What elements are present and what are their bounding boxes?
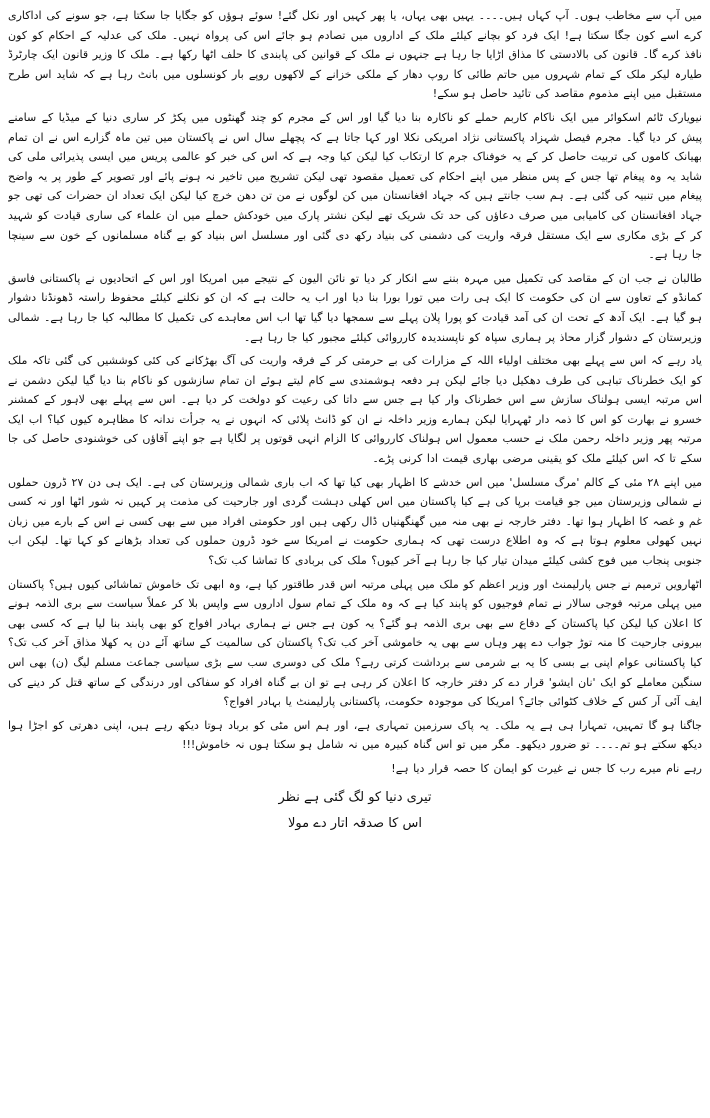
article-closing-line: رہے نام میرے رب کا جس نے غیرت کو ایمان کا حصہ قرار دیا ہے! <box>391 761 702 775</box>
article-page <box>8 6 702 1112</box>
article-paragraph-2: نیویارک ٹائم اسکوائر میں ایک ناکام کاربم حملے کو ناکارہ بنا دیا گیا اور اس کے مجرم کو چند گھنٹوں میں پکڑ کر ساری دنیا کے میڈیا کے سامنے پیش کر دیا گیا۔ مجرم فیصل شہزاد پاکستانی نژاد امریکی نکلا اور کہا جاتا ہے کہ پچھلے سال اس نے پاکستان میں تین ماہ گزارے اس نے ان تمام بھیانک کاموں کی تربیت حاصل کر کے یہ خوفناک جرم کا ارتکاب کیا لیکن کیا وجہ ہے کہ اس کی خبر کو عالمی پریس میں ایسی پذیرائی ملی کی شاید یہ وہ پیغام تھا جس کے پس منظر میں اپنے احکام کی تعمیل مقصود تھی لیکن تشریح میں تاخیر نہ ہونے پائے اور تصویر کے طور پر یہ واضح پیغام میں تنبیہ کی گئی ہے۔ ہم سب جانتے ہیں کہ جہاد افغانستان میں کن لوگوں نے من تن دھن خرچ کیا لیکن ایک تعداد ان حضرات کی تھی جو جہاد افغانستان کی کامیابی میں صرف دعاؤں کی حد تک شریک تھے لیکن نشتر پارک میں خودکش حملے میں ان علماء کی ساری قیادت کو شہید کر کے بڑی مکاری سے ایک مستقل فرقہ واریت کی دشمنی کی بنیاد رکھ دی گئی اور مسلسل اس بنیاد کو بے گناہ مسلمانوں کے خون سے سینچا جا رہا ہے۔ <box>8 110 702 262</box>
article-paragraph-3: طالبان نے جب ان کے مقاصد کی تکمیل میں مہرہ بننے سے انکار کر دیا تو نائن الیون کے نتیجے میں امریکا اور اس کے اتحادیوں نے پاکستانی فاسق کمانڈو کے تعاون سے ان کی حکومت کا ایک ہی رات میں تورا بورا بنا دیا اور اب یہ حالت ہے کہ ان کو نکلنے کیلئے محفوظ راستہ ڈھونڈنا دشوار ہو گیا ہے۔ ایک آدھ کے تحت ان کی آمد قیادت کو پورا پلان پہلے سے سمجھا دیا گیا تھا اب اس معاہدے کی تکمیل کا مطالبہ کیا جا رہا ہے۔ شمالی وزیرستان کے دشوار گزار محاذ پر ہماری سپاہ کو ناپسندیدہ کارروائی کیلئے مجبور کیا جا رہا ہے۔ <box>8 271 702 344</box>
article-paragraph-7: جاگنا ہو گا تمہیں، تمہارا ہی ہے یہ ملک۔ یہ پاک سرزمین تمہاری ہے، اور ہم اس مٹی کو برباد ہوتا دیکھ رہے ہیں، اپنی دھرتی کو اجڑا ہوا دیکھ سکتے ہو تم۔۔۔۔ تو ضرور دیکھو۔ مگر میں تو اس گناہ کبیرہ میں نہ شامل ہو سکتا ہوں نہ خاموش!!! <box>8 718 702 752</box>
verse-line-2: اس کا صدقہ اتار دے مولا <box>288 815 422 831</box>
article-paragraph-6: اٹھارویں ترمیم نے جس پارلیمنٹ اور وزیر اعظم کو ملک میں پہلی مرتبہ اس قدر طاقتور کیا ہے، وہ ابھی تک خاموش تماشائی کیوں ہیں؟ پاکستان میں پہلی مرتبہ فوجی سالار نے تمام فوجیوں کو پابند کیا ہے کہ وہ ملک کے تمام سول اداروں سے واپس بلا کر عملاً سیاست سے بری الذمہ ہونے کا اعلان کیا لیکن کیا پاکستان کے دفاع سے بھی بری الذمہ ہو گئے؟ یہ کون ہے جس نے ہماری بہادر افواج کو بھی پابند بنا لیا ہے کہ کسی بھی بیرونی جارحیت کا منہ توڑ جواب دے پھر وہاں سے بھی یہ خاموشی آخر کب تک؟ پاکستان کی سالمیت کے ساتھ آئے دن یہ کھلا مذاق آخر کب تک؟ کیا پاکستانی عوام اپنی بے بسی کا یہ بے شرمی سے برداشت کرتی رہے؟ ملک کی دوسری سب سے بڑی سیاسی جماعت مسلم لیگ (ن) بھی اس سنگین معاملے کو ایک 'نان ایشو' قرار دے کر دفتر خارجہ کا اعلان کر رہی ہے تو ان بے گناہ افراد کو سفاکی اور درندگی کے ساتھ قتل کر دینے کی ایف آئی آر کس کے خلاف کٹوائی جائے؟ امریکا کی موجودہ حکومت، پاکستانی پارلیمنٹ یا بہادر افواج؟ <box>8 577 702 709</box>
article-paragraph-5: میں اپنے ۲۸ مئی کے کالم 'مرگ مسلسل' میں اس خدشے کا اظہار بھی کیا تھا کہ اب باری شمالی وزیرستان کی ہے۔ ایک ہی دن ۲۷ ڈرون حملوں نے شمالی وزیرستان میں جو قیامت برپا کی ہے کیا پاکستان میں اس کھلی دہشت گردی اور جارحیت کی مذمت پر کہیں نہ شور اٹھا اور نہ کسی غم و غصہ کا اظہار ہوا تھا۔ دفتر خارجہ نے بھی منہ میں گھنگھنیاں ڈال رکھی ہیں اور حکومتی افراد میں سے بھی کسی نے اس کے بارے میں زبان نہیں کھولی معلوم ہوتا ہے کہ وہ اطلاع درست تھی کہ ہماری حکومت نے امریکا سے خود ڈرون حملوں کی تعداد بڑھانے کو کہا تھا۔ لیکن اب جنوبی پنجاب میں فوج کشی کیلئے میدان تیار کیا جا رہا ہے آخر کیوں؟ ملک کی بربادی کا تماشا کب تک؟ <box>8 475 702 568</box>
article-paragraph-1: میں آپ سے مخاطب ہوں۔ آپ کہاں ہیں۔۔۔۔ یہیں بھی یہاں، یا پھر کہیں اور نکل گئے! سوئے ہوؤں کو جگایا جا سکتا ہے، جو سونے کی اداکاری کرے اسے کون جگا سکتا ہے! ایک فرد کو بچانے کیلئے ملک کے اداروں میں تصادم ہو جائے اس کی پرواہ نہیں۔ ملک کی عدلیہ کے احکام کو کون نافذ کرے گا۔ قانون کی بالادستی کا مذاق اڑایا جا رہا ہے جنہوں نے ملک کے قوانین کی پابندی کا حلف اٹھا رکھا ہے۔ ملک کا وزیر قانون ایک چارٹرڈ طیارہ لیکر ملک کے تمام شہروں میں حاتم طائی کا روپ دھار کے ملکی خزانے کے لاکھوں روپے بار کونسلوں میں بانٹ رہا ہے کہ شاید اس طرح مستقبل میں اپنے مذموم مقاصد کی تائید حاصل ہو سکے! <box>8 9 702 101</box>
closing-verse <box>8 785 702 837</box>
article-paragraph-4: یاد رہے کہ اس سے پہلے بھی مختلف اولیاء اللہ کے مزارات کی بے حرمتی کر کے فرقہ واریت کی آگ بھڑکانے کی کئی کوششیں کی گئی تاکہ ملک کو ایک خطرناک تباہی کی طرف دھکیل دیا جائے لیکن ہر دفعہ ہوشمندی سے کام لیتے ہوئے ان تمام سازشوں کو ناکام بنا دیا گیا لیکن دشمن نے اس مرتبہ ایسی ہولناک سازش سے اس خطرناک وار کیا ہے جس سے داتا کی رعیت کو دولخت کر دیا ہے۔ اس سے پہلے بھی لاہور کے کمشنر خسرو نے بھارت کو اس کا ذمہ دار ٹھہرایا لیکن ہمارے وزیر داخلہ نے ان کو ڈانٹ پلائی کہ انہوں نے یہ جرأت ندانہ کا مظاہرہ کیوں کیا؟ اب ایک مرتبہ پھر وزیر داخلہ رحمن ملک نے حسب معمول اس ہولناک کارروائی کا الزام انہی قوتوں پر لگایا ہے جو اپنے آقاؤں کی خوشنودی حاصل کی جا سکے تا کہ اس کیلئے ملک کو یقینی مرضی بھاری قیمت ادا کرنی پڑے۔ <box>8 354 702 466</box>
verse-line-1: تیری دنیا کو لگ گئی ہے نظر <box>278 789 432 805</box>
